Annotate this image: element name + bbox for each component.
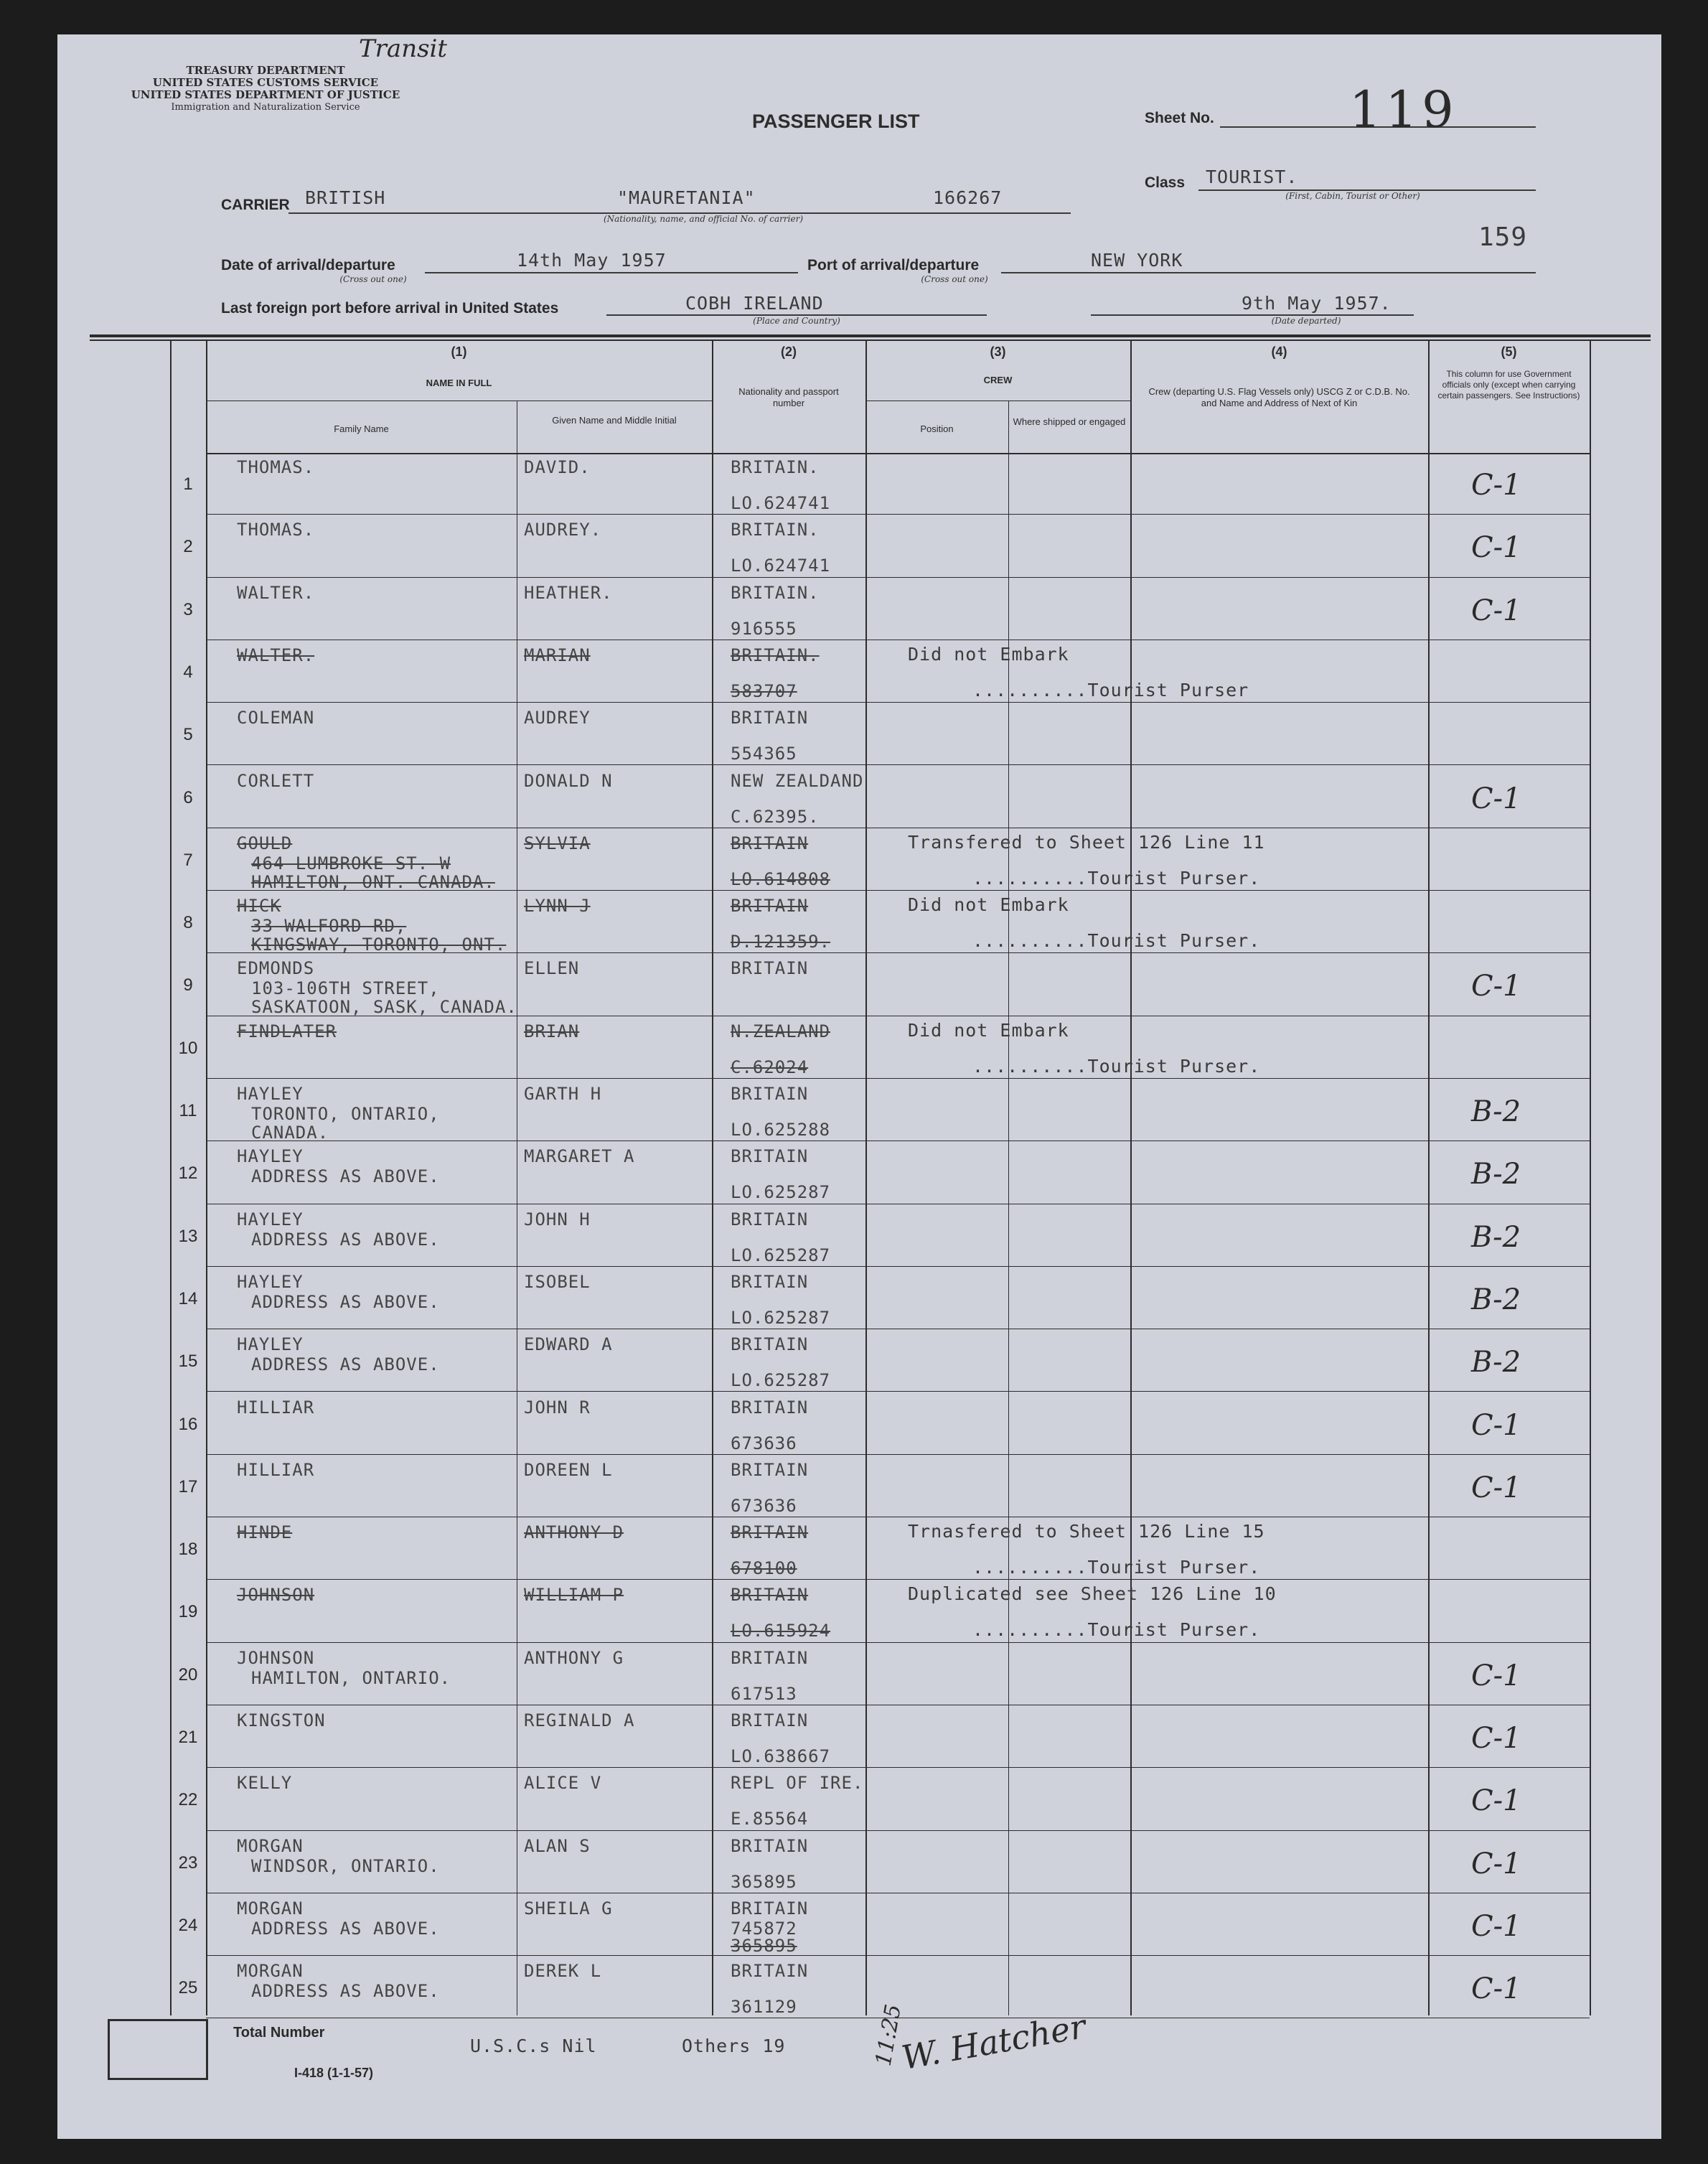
nationality: BRITAIN bbox=[731, 896, 809, 917]
table-row bbox=[57, 1456, 1661, 1519]
nationality: BRITAIN bbox=[731, 1835, 809, 1856]
family-name: WALTER. bbox=[237, 582, 315, 603]
row-number: 21 bbox=[178, 1728, 198, 1747]
official-class-mark: B-2 bbox=[1471, 1220, 1521, 1254]
nationality: NEW ZEALDAND bbox=[731, 770, 864, 791]
purser-note: ..........Tourist Purser. bbox=[972, 1557, 1261, 1578]
address-line: ADDRESS AS ABOVE. bbox=[251, 1229, 440, 1250]
port-value: NEW YORK bbox=[1091, 250, 1183, 271]
purser-note: ..........Tourist Purser. bbox=[972, 1055, 1261, 1077]
official-class-mark: C-1 bbox=[1471, 594, 1521, 627]
family-name: HAYLEY bbox=[237, 1146, 304, 1167]
given-name: ANTHONY G bbox=[524, 1647, 624, 1668]
family-name: CORLETT bbox=[237, 770, 315, 791]
nationality: BRITAIN bbox=[731, 708, 809, 729]
class-label: Class bbox=[1145, 174, 1186, 191]
table-row bbox=[57, 1894, 1661, 1958]
row-number: 4 bbox=[183, 662, 193, 682]
official-class-mark: C-1 bbox=[1471, 970, 1521, 1003]
departed-subcaption: (Date departed) bbox=[1271, 316, 1341, 326]
col1b-header: Given Name and Middle Initial bbox=[552, 415, 677, 426]
port-label: Port of arrival/departure bbox=[807, 257, 980, 273]
others-count: Others 19 bbox=[682, 2036, 786, 2056]
nationality: BRITAIN bbox=[731, 1397, 809, 1418]
table-row bbox=[57, 1644, 1661, 1708]
table-row bbox=[57, 1832, 1661, 1896]
col3a-header: Position bbox=[920, 423, 954, 434]
carrier-subcaption: (Nationality, name, and official No. of carrier) bbox=[603, 214, 804, 224]
table-row bbox=[57, 1518, 1661, 1582]
given-name: DONALD N bbox=[524, 770, 613, 791]
passport-number: LO.625288 bbox=[731, 1120, 831, 1140]
address-line: WINDSOR, ONTARIO. bbox=[251, 1855, 440, 1876]
family-name: COLEMAN bbox=[237, 708, 315, 729]
col3b-header: Where shipped or engaged bbox=[1013, 416, 1126, 427]
row-divider bbox=[206, 1579, 1590, 1580]
purser-note: ..........Tourist Purser bbox=[972, 679, 1249, 701]
table-row bbox=[57, 1205, 1661, 1269]
carrier-official-number: 166267 bbox=[933, 187, 1003, 208]
col5-title: This column for use Government officials only (except when carrying certain passengers. See Instructions) bbox=[1437, 369, 1580, 401]
address-line: SASKATOON, SASK, CANADA. bbox=[251, 997, 517, 1018]
agency-block bbox=[108, 65, 423, 113]
family-name: JOHNSON bbox=[237, 1585, 315, 1606]
official-class-mark: C-1 bbox=[1471, 1408, 1521, 1442]
given-name: SYLVIA bbox=[524, 833, 591, 853]
passport-number: LO.638667 bbox=[731, 1746, 831, 1766]
given-name: BRIAN bbox=[524, 1021, 580, 1041]
address-line: ADDRESS AS ABOVE. bbox=[251, 1918, 440, 1939]
nationality: BRITAIN bbox=[731, 1146, 809, 1167]
given-name: HEATHER. bbox=[524, 582, 613, 603]
passport-number-old: 365895 bbox=[731, 1935, 797, 1956]
family-name: JOHNSON bbox=[237, 1647, 315, 1668]
col4-title: Crew (departing U.S. Flag Vessels only) USCG Z or C.D.B. No. and Name and Address of Next of Kin bbox=[1148, 386, 1410, 408]
row-divider bbox=[206, 1955, 1590, 1956]
row-divider bbox=[206, 1140, 1590, 1141]
address-line: ADDRESS AS ABOVE. bbox=[251, 1981, 440, 2002]
address-line: HAMILTON, ONTARIO. bbox=[251, 1667, 451, 1688]
family-name: THOMAS. bbox=[237, 457, 315, 477]
family-name: MORGAN bbox=[237, 1961, 304, 1982]
address-line: CANADA. bbox=[251, 1123, 329, 1143]
given-name: ALICE V bbox=[524, 1773, 602, 1794]
agency-line-customs: UNITED STATES CUSTOMS SERVICE bbox=[152, 76, 379, 89]
official-class-mark: B-2 bbox=[1471, 1283, 1521, 1316]
family-name: HILLIAR bbox=[237, 1397, 315, 1418]
given-name: EDWARD A bbox=[524, 1334, 613, 1355]
nationality: BRITAIN bbox=[731, 1084, 809, 1104]
passport-number: LO.624741 bbox=[731, 556, 831, 576]
table-row bbox=[57, 1268, 1661, 1331]
official-class-mark: C-1 bbox=[1471, 1909, 1521, 1943]
nationality: BRITAIN bbox=[731, 1585, 809, 1606]
last-port-value: COBH IRELAND bbox=[685, 293, 824, 314]
row-number: 24 bbox=[178, 1915, 198, 1935]
family-name: HILLIAR bbox=[237, 1459, 315, 1480]
row-number: 8 bbox=[183, 913, 193, 933]
given-name: WILLIAM P bbox=[524, 1585, 624, 1606]
official-class-mark: C-1 bbox=[1471, 1722, 1521, 1755]
row-number: 7 bbox=[183, 850, 193, 870]
given-name: ANTHONY D bbox=[524, 1522, 624, 1543]
row-number: 15 bbox=[178, 1352, 198, 1372]
passport-number: 745872 bbox=[731, 1918, 797, 1939]
nationality: BRITAIN bbox=[731, 1961, 809, 1982]
date-rule bbox=[425, 272, 798, 273]
table-top bbox=[90, 339, 1651, 341]
family-name: HAYLEY bbox=[237, 1334, 304, 1355]
official-class-mark: C-1 bbox=[1471, 531, 1521, 565]
row-number: 17 bbox=[178, 1476, 198, 1496]
passport-number: 673636 bbox=[731, 1495, 797, 1516]
given-name: LYNN J bbox=[524, 896, 591, 917]
given-name: AUDREY bbox=[524, 708, 591, 729]
nationality: BRITAIN bbox=[731, 1334, 809, 1355]
official-class-mark: C-1 bbox=[1471, 1784, 1521, 1818]
given-name: MARIAN bbox=[524, 645, 591, 665]
official-class-mark: C-1 bbox=[1471, 469, 1521, 502]
crew-note: Did not Embark bbox=[908, 643, 1069, 665]
purser-note: ..........Tourist Purser. bbox=[972, 930, 1261, 952]
col3-number: (3) bbox=[990, 345, 1006, 359]
given-name: DAVID. bbox=[524, 457, 591, 477]
table-row bbox=[57, 829, 1661, 893]
col3-title: CREW bbox=[983, 375, 1013, 385]
sheet-no-label: Sheet No. bbox=[1145, 110, 1214, 126]
passport-number: C.62024 bbox=[731, 1057, 809, 1077]
port-rule bbox=[1001, 272, 1536, 273]
nationality: BRITAIN. bbox=[731, 520, 820, 540]
crew-note: Transfered to Sheet 126 Line 11 bbox=[908, 831, 1265, 853]
row-divider bbox=[206, 1078, 1590, 1079]
date-label-text: Date of arrival/departure bbox=[221, 257, 395, 273]
family-name: MORGAN bbox=[237, 1898, 304, 1919]
row-divider bbox=[206, 1642, 1590, 1643]
family-name: MORGAN bbox=[237, 1835, 304, 1856]
row-divider bbox=[206, 1830, 1590, 1831]
passport-number: 365895 bbox=[731, 1871, 797, 1892]
stamped-number: 159 bbox=[1478, 223, 1528, 252]
row-number: 23 bbox=[178, 1852, 198, 1873]
table-row bbox=[57, 1330, 1661, 1394]
address-line: ADDRESS AS ABOVE. bbox=[251, 1166, 440, 1187]
col2-title: Nationality and passport number bbox=[738, 386, 839, 408]
row-number: 14 bbox=[178, 1288, 198, 1308]
table-row bbox=[57, 891, 1661, 955]
total-number-label: Total Number bbox=[233, 2025, 325, 2041]
row-divider bbox=[206, 1391, 1590, 1392]
purser-note: ..........Tourist Purser. bbox=[972, 867, 1261, 889]
passport-number: E.85564 bbox=[731, 1809, 809, 1830]
form-number: I-418 (1-1-57) bbox=[294, 2066, 374, 2080]
passport-number: 361129 bbox=[731, 1997, 797, 2018]
given-name: REGINALD A bbox=[524, 1710, 635, 1730]
table-row bbox=[57, 515, 1661, 579]
table-row bbox=[57, 1079, 1661, 1143]
handwritten-time: 11:25 bbox=[871, 2002, 906, 2069]
row-divider bbox=[206, 577, 1590, 578]
nationality: N.ZEALAND bbox=[731, 1021, 831, 1041]
passport-number: 554365 bbox=[731, 744, 797, 764]
passport-number: 673636 bbox=[731, 1433, 797, 1453]
family-name: HINDE bbox=[237, 1522, 293, 1543]
given-name: DEREK L bbox=[524, 1961, 602, 1982]
family-name: WALTER. bbox=[237, 645, 315, 665]
family-name: FINDLATER bbox=[237, 1021, 337, 1041]
carrier-nationality: BRITISH bbox=[305, 187, 386, 208]
row-number: 11 bbox=[179, 1101, 197, 1120]
last-port-subcaption: (Place and Country) bbox=[753, 316, 840, 326]
official-class-mark: C-1 bbox=[1471, 1471, 1521, 1504]
given-name: ALAN S bbox=[524, 1835, 591, 1856]
family-name: HAYLEY bbox=[237, 1084, 304, 1104]
address-line: ADDRESS AS ABOVE. bbox=[251, 1354, 440, 1375]
col4-number: (4) bbox=[1271, 345, 1287, 359]
table-row bbox=[57, 453, 1661, 517]
purser-note: ..........Tourist Purser. bbox=[972, 1619, 1261, 1641]
date-departed: 9th May 1957. bbox=[1242, 293, 1392, 314]
agency-line-justice: UNITED STATES DEPARTMENT OF JUSTICE bbox=[131, 88, 400, 101]
col5-number: (5) bbox=[1501, 345, 1517, 359]
col2-number: (2) bbox=[781, 345, 797, 359]
passport-number: LO.624741 bbox=[731, 493, 831, 513]
given-name: ELLEN bbox=[524, 958, 580, 979]
nationality: BRITAIN bbox=[731, 1271, 809, 1292]
given-name: ISOBEL bbox=[524, 1271, 591, 1292]
given-name: JOHN H bbox=[524, 1209, 591, 1229]
row-number: 13 bbox=[178, 1226, 198, 1246]
address-line: 33 WALFORD RD, bbox=[251, 916, 407, 937]
nationality: BRITAIN bbox=[731, 958, 809, 979]
nationality: BRITAIN bbox=[731, 1209, 809, 1229]
row-number: 18 bbox=[178, 1540, 198, 1560]
table-row bbox=[57, 641, 1661, 705]
row-number: 25 bbox=[178, 1978, 198, 1998]
row-number: 1 bbox=[183, 474, 193, 494]
handwritten-transit: Transit bbox=[359, 34, 448, 63]
table-row bbox=[57, 1580, 1661, 1644]
nationality: REPL OF IRE. bbox=[731, 1773, 864, 1794]
row-number: 22 bbox=[178, 1790, 198, 1810]
total-number-box bbox=[108, 2019, 208, 2080]
row-divider bbox=[206, 514, 1590, 515]
passport-number: 617513 bbox=[731, 1683, 797, 1704]
class-subcaption: (First, Cabin, Tourist or Other) bbox=[1285, 191, 1420, 201]
row-number: 20 bbox=[178, 1664, 198, 1685]
official-class-mark: C-1 bbox=[1471, 1847, 1521, 1880]
table-row bbox=[57, 1706, 1661, 1770]
crew-note: Did not Embark bbox=[908, 1019, 1069, 1041]
passport-number: LO.614808 bbox=[731, 868, 831, 889]
date-label bbox=[221, 257, 395, 274]
passport-number: LO.625287 bbox=[731, 1245, 831, 1265]
row-divider bbox=[206, 890, 1590, 891]
row-number: 3 bbox=[183, 599, 193, 619]
date-subcaption: (Cross out one) bbox=[339, 274, 407, 284]
table-top-double bbox=[90, 334, 1651, 337]
arrival-date: 14th May 1957 bbox=[517, 250, 667, 271]
crew-note: Did not Embark bbox=[908, 894, 1069, 916]
table-row bbox=[57, 1017, 1661, 1081]
given-name: JOHN R bbox=[524, 1397, 591, 1418]
given-name: DOREEN L bbox=[524, 1459, 613, 1480]
agency-line-treasury: TREASURY DEPARTMENT bbox=[186, 64, 345, 77]
given-name: AUDREY. bbox=[524, 520, 602, 540]
row-divider bbox=[206, 764, 1590, 765]
row-number: 12 bbox=[178, 1163, 198, 1184]
nationality: BRITAIN. bbox=[731, 582, 820, 603]
table-row bbox=[57, 1957, 1661, 2020]
carrier-ship-name: "MAURETANIA" bbox=[617, 187, 756, 208]
address-line: HAMILTON, ONT. CANADA. bbox=[251, 871, 495, 892]
table-row bbox=[57, 703, 1661, 767]
passport-number: LO.625287 bbox=[731, 1370, 831, 1391]
sheet-no-value: 119 bbox=[1349, 80, 1458, 139]
row-number: 6 bbox=[183, 787, 193, 807]
passport-number: LO.625287 bbox=[731, 1307, 831, 1328]
col1-title: NAME IN FULL bbox=[426, 378, 492, 388]
passport-number: 583707 bbox=[731, 680, 797, 701]
table-row bbox=[57, 1393, 1661, 1457]
family-name: HAYLEY bbox=[237, 1209, 304, 1229]
official-class-mark: B-2 bbox=[1471, 1095, 1521, 1128]
row-number: 9 bbox=[183, 975, 193, 996]
nationality: BRITAIN. bbox=[731, 645, 820, 665]
last-port-label: Last foreign port before arrival in United States bbox=[221, 300, 559, 317]
row-number: 10 bbox=[178, 1038, 198, 1058]
row-number: 2 bbox=[183, 537, 193, 557]
carrier-label: CARRIER bbox=[221, 197, 290, 213]
table-row bbox=[57, 954, 1661, 1018]
passenger-list-sheet bbox=[57, 34, 1661, 2139]
row-number: 5 bbox=[183, 725, 193, 745]
row-number: 19 bbox=[178, 1602, 198, 1622]
official-class-mark: C-1 bbox=[1471, 782, 1521, 815]
family-name: KELLY bbox=[237, 1773, 293, 1794]
given-name: MARGARET A bbox=[524, 1146, 635, 1167]
uscs-count: U.S.C.s Nil bbox=[470, 2036, 597, 2056]
class-value: TOURIST. bbox=[1206, 167, 1298, 187]
nationality: BRITAIN bbox=[731, 1710, 809, 1730]
row-divider bbox=[206, 952, 1590, 953]
row-divider bbox=[206, 702, 1590, 703]
official-class-mark: C-1 bbox=[1471, 1659, 1521, 1692]
port-subcaption: (Cross out one) bbox=[921, 274, 988, 284]
inspector-signature: W. Hatcher bbox=[898, 2006, 1089, 2078]
row-divider bbox=[206, 1767, 1590, 1768]
row-divider bbox=[206, 1266, 1590, 1267]
table-row bbox=[57, 767, 1661, 830]
family-name: EDMONDS bbox=[237, 958, 315, 979]
official-class-mark: B-2 bbox=[1471, 1158, 1521, 1191]
family-name: GOULD bbox=[237, 833, 293, 853]
address-line: ADDRESS AS ABOVE. bbox=[251, 1291, 440, 1312]
given-name: SHEILA G bbox=[524, 1898, 613, 1919]
nationality: BRITAIN bbox=[731, 1459, 809, 1480]
given-name: GARTH H bbox=[524, 1084, 602, 1104]
family-name: THOMAS. bbox=[237, 520, 315, 540]
crew-note: Trnasfered to Sheet 126 Line 15 bbox=[908, 1521, 1265, 1542]
passport-number: D.121359. bbox=[731, 932, 831, 952]
family-name: KINGSTON bbox=[237, 1710, 326, 1730]
passport-number: 678100 bbox=[731, 1558, 797, 1579]
address-line: 464 LUMBROKE ST. W bbox=[251, 853, 451, 873]
address-line: KINGSWAY, TORONTO, ONT. bbox=[251, 935, 507, 955]
nationality: BRITAIN bbox=[731, 833, 809, 853]
nationality: BRITAIN bbox=[731, 1647, 809, 1668]
official-class-mark: C-1 bbox=[1471, 1972, 1521, 2006]
row-number: 16 bbox=[178, 1414, 198, 1434]
passport-number: LO.615924 bbox=[731, 1621, 831, 1641]
address-line: 103-106TH STREET, bbox=[251, 978, 440, 999]
col1a-header: Family Name bbox=[334, 423, 389, 434]
row-divider bbox=[206, 1454, 1590, 1455]
family-name: HICK bbox=[237, 896, 281, 917]
table-row bbox=[57, 1142, 1661, 1206]
nationality: BRITAIN. bbox=[731, 457, 820, 477]
agency-line-ins: Immigration and Naturalization Service bbox=[171, 102, 360, 113]
address-line: TORONTO, ONTARIO, bbox=[251, 1104, 440, 1124]
nationality: BRITAIN bbox=[731, 1898, 809, 1919]
crew-note: Duplicated see Sheet 126 Line 10 bbox=[908, 1583, 1277, 1605]
official-class-mark: B-2 bbox=[1471, 1346, 1521, 1380]
table-row bbox=[57, 579, 1661, 642]
page-title: PASSENGER LIST bbox=[752, 111, 920, 132]
passport-number: LO.625287 bbox=[731, 1182, 831, 1203]
nationality: BRITAIN bbox=[731, 1522, 809, 1543]
passport-number: 916555 bbox=[731, 618, 797, 639]
passport-number: C.62395. bbox=[731, 806, 820, 827]
table-row bbox=[57, 1769, 1661, 1832]
family-name: HAYLEY bbox=[237, 1271, 304, 1292]
col1-number: (1) bbox=[451, 345, 467, 359]
